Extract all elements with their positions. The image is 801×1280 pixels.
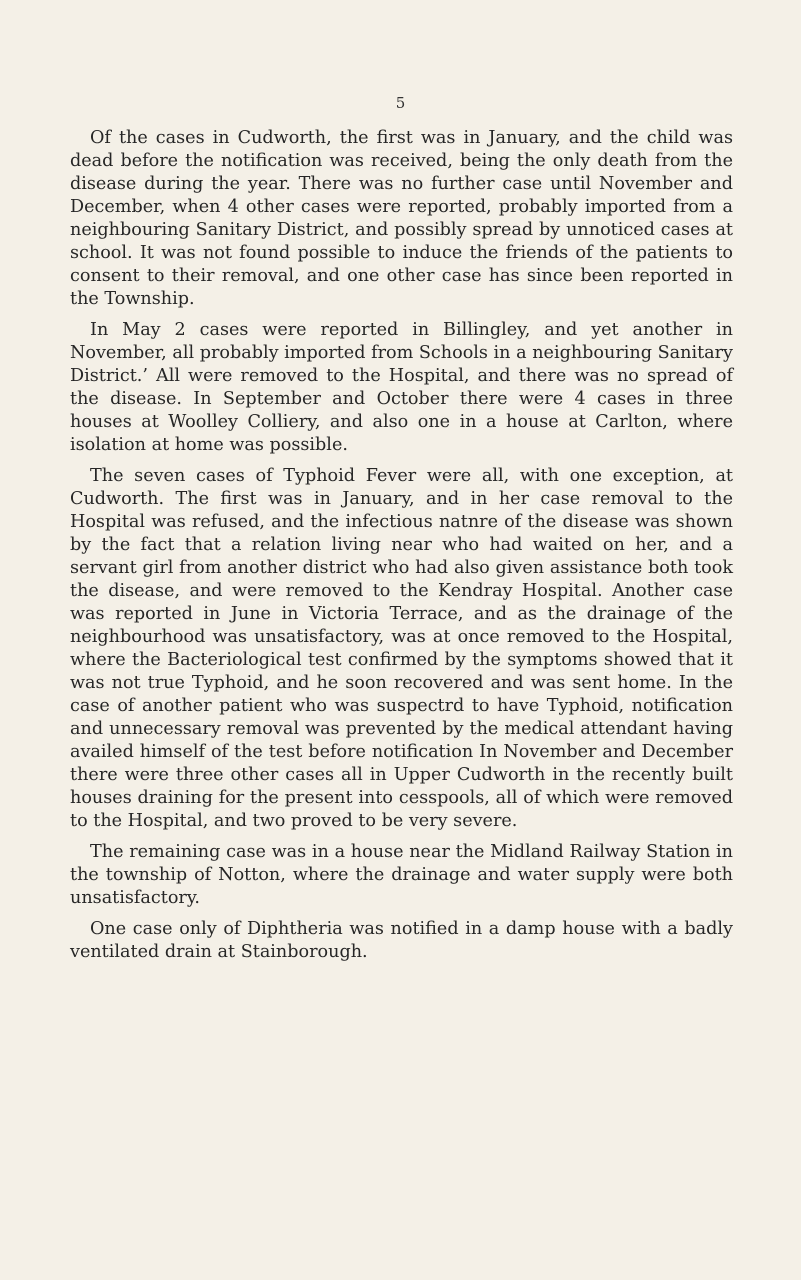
- paragraph-diphtheria: One case only of Diphtheria was notified in a damp house with a badly ventilated drain at Stainborough.: [70, 919, 733, 962]
- paragraph-notton-case: The remaining case was in a house near the Midland Railway Station in the township of Notton, where the drainage and water supply were both unsatisfactory.: [70, 842, 733, 908]
- paragraph-billingley-cases: In May 2 cases were reported in Billingley, and yet another in November, all probably imported from Schools in a neighbouring Sanitary District.’ All were removed to the Hospital, and there was no spread of the disease. In September and October there were 4 cases in three houses at Woolley Colliery, and also one in a house at Carlton, where isolation at home was possible.: [70, 320, 733, 455]
- paragraph-cudworth-cases: Of the cases in Cudworth, the first was in January, and the child was dead before the notification was received, being the only death from the disease during the year. There was no further case until November and December, when 4 other cases were reported, probably imported from a neighbouring Sanitary District, and possibly spread by unnoticed cases at school. It was not found possible to induce the friends of the patients to consent to their removal, and one other case has since been reported in the Township.: [70, 128, 733, 309]
- page-number: 5: [395, 94, 406, 112]
- paragraph-typhoid-fever: The seven cases of Typhoid Fever were all, with one exception, at Cudworth. The first was in January, and in her case removal to the Hospital was refused, and the infectious natnre of the disease was shown by the fact that a relation living near who had waited on her, and a servant girl from another district who had also given assistance both took the disease, and were removed to the Kendray Hospital. Another case was reported in June in Victoria Terrace, and as the drainage of the neighbourhood was unsatisfactory, was at once removed to the Hospital, where the Bacteriological test confirmed by the symptoms showed that it was not true Typhoid, and he soon recovered and was sent home. In the case of another patient who was suspectrd to have Typhoid, notification and unnecessary removal was prevented by the medical attendant having availed himself of the test before notification In November and December there were three other cases all in Upper Cudworth in the recently built houses draining for the present into cesspools, all of which were removed to the Hospital, and two proved to be very severe.: [70, 466, 733, 831]
- body-text: [70, 127, 733, 972]
